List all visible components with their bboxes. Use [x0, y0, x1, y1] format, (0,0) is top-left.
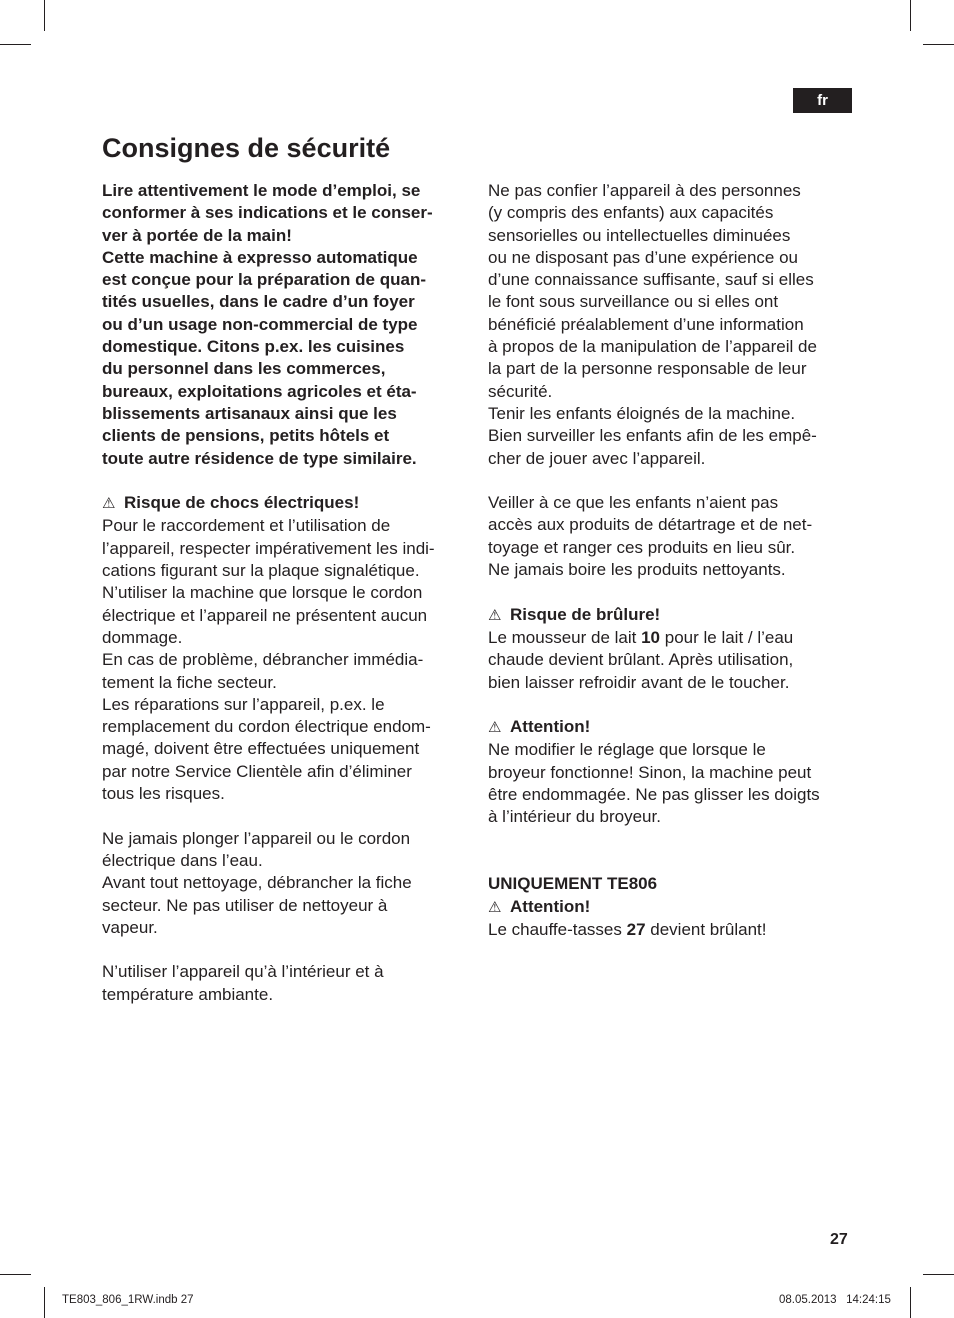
warning-heading-text: Attention! [510, 717, 591, 737]
text-line: accès aux produits de détartrage et de net- [488, 515, 813, 535]
text-line: toyage et ranger ces produits en lieu sûr. [488, 537, 796, 557]
text-line: ou d’un usage non-commercial de type [102, 314, 418, 334]
electric-shock-warning [102, 492, 466, 805]
burn-warning [488, 604, 852, 694]
text-line: le font sous surveillance ou si elles ont [488, 292, 779, 312]
text-line: Les réparations sur l’appareil, p.ex. le [102, 694, 385, 714]
text-line: est conçue pour la préparation de quan- [102, 270, 426, 290]
text-line: clients de pensions, petits hôtels et [102, 426, 390, 446]
te806-section [488, 873, 852, 941]
warning-triangle-icon: ⚠ [102, 495, 116, 513]
text-line: secteur. Ne pas utiliser de nettoyeur à [102, 895, 388, 915]
text-line: dommage. [102, 627, 183, 647]
text-line: à l’intérieur du broyeur. [488, 807, 661, 827]
text-line: chaude devient brûlant. Après utilisation, [488, 650, 794, 670]
text-line: cher de jouer avec l’appareil. [488, 448, 706, 468]
warning-heading-text: Risque de chocs électriques! [124, 493, 360, 513]
water-paragraph [102, 828, 466, 939]
text-line: l’appareil, respecter impérativement les indi- [102, 538, 435, 558]
text-line: broyeur fonctionne! Sinon, la machine peut [488, 762, 812, 782]
text-line: blissements artisanaux ainsi que les [102, 403, 397, 423]
warning-heading [102, 492, 466, 515]
text-line: sensorielles ou intellectuelles diminuées [488, 225, 791, 245]
crop-mark [923, 44, 954, 45]
language-tab: fr [793, 88, 852, 113]
text-line: Tenir les enfants éloignés de la machine. [488, 403, 796, 423]
warning-triangle-icon: ⚠ [488, 719, 502, 737]
intro-paragraph [102, 180, 466, 470]
crop-mark [44, 1287, 45, 1318]
warning-triangle-icon: ⚠ [488, 898, 502, 916]
left-column [102, 180, 466, 1006]
warning-heading [488, 604, 852, 627]
warning-triangle-icon: ⚠ [488, 606, 502, 624]
text-line: à propos de la manipulation de l’appareil de [488, 337, 817, 357]
text-line: vapeur. [102, 917, 158, 937]
warning-heading-text: Attention! [510, 896, 591, 916]
print-slug-file: TE803_806_1RW.indb 27 [62, 1294, 194, 1306]
page-title: Consignes de sécurité [102, 133, 391, 163]
crop-mark [44, 0, 45, 31]
warning-heading [488, 896, 852, 919]
text-line: Ne pas confier l’appareil à des personnes [488, 181, 801, 200]
crop-mark [910, 0, 911, 31]
text-fragment: pour le lait / l’eau [660, 627, 794, 647]
text-line: cations figurant sur la plaque signalétique. [102, 561, 420, 581]
section-heading: UNIQUEMENT TE806 [488, 874, 658, 894]
text-line: Lire attentivement le mode d’emploi, se [102, 181, 421, 200]
indoor-paragraph [102, 961, 466, 1006]
text-line: Cette machine à expresso automatique [102, 247, 418, 267]
text-line: Ne jamais boire les produits nettoyants. [488, 560, 786, 580]
text-line: électrique dans l’eau. [102, 850, 263, 870]
print-slug-timestamp: 08.05.2013 14:24:15 [779, 1294, 891, 1306]
text-fragment: Le mousseur de lait [488, 627, 642, 647]
text-line: tités usuelles, dans le cadre d’un foyer [102, 292, 415, 312]
crop-mark [910, 1287, 911, 1318]
text-line: la part de la personne responsable de leur [488, 359, 807, 379]
text-line: conformer à ses indications et le conser- [102, 203, 433, 223]
text-line: électrique et l’appareil ne présentent aucun [102, 605, 428, 625]
text-line: bénéficié préalablement d’une information [488, 314, 804, 334]
text-line: bureaux, exploitations agricoles et éta- [102, 381, 417, 401]
text-line: Pour le raccordement et l’utilisation de [102, 516, 391, 536]
text-line: du personnel dans les commerces, [102, 359, 386, 379]
text-fragment: Le chauffe-tasses [488, 919, 627, 939]
text-line: N’utiliser la machine que lorsque le cordon [102, 583, 423, 603]
text-line: tement la fiche secteur. [102, 672, 277, 692]
text-line: être endommagée. Ne pas glisser les doigts [488, 785, 820, 805]
text-line: Veiller à ce que les enfants n’aient pas [488, 493, 779, 513]
part-reference-number: 27 [626, 919, 646, 939]
text-line: ver à portée de la main! [102, 225, 292, 245]
text-line: domestique. Citons p.ex. les cuisines [102, 337, 405, 357]
text-line: bien laisser refroidir avant de le toucher. [488, 672, 790, 692]
text-line: température ambiante. [102, 984, 274, 1004]
text-line: remplacement du cordon électrique endom- [102, 717, 431, 737]
text-line: Ne jamais plonger l’appareil ou le cordon [102, 828, 411, 848]
text-line: (y compris des enfants) aux capacités [488, 203, 774, 223]
persons-paragraph [488, 180, 852, 470]
text-line: En cas de problème, débrancher immédia- [102, 650, 424, 670]
text-line: tous les risques. [102, 784, 225, 804]
warning-heading-text: Risque de brûlure! [510, 604, 661, 624]
warning-heading [488, 716, 852, 739]
part-reference-number: 10 [641, 627, 661, 647]
text-line: Bien surveiller les enfants afin de les empê- [488, 426, 817, 446]
text-fragment: devient brûlant! [645, 919, 767, 939]
text-line: par notre Service Clientèle afin d’éliminer [102, 761, 412, 781]
crop-mark [0, 44, 31, 45]
text-line [488, 919, 852, 941]
right-column [488, 180, 852, 941]
text-line: N’utiliser l’appareil qu’à l’intérieur et à [102, 962, 384, 982]
text-line: sécurité. [488, 381, 553, 401]
text-line [488, 627, 852, 649]
page-number: 27 [830, 1231, 848, 1248]
text-line: Avant tout nettoyage, débrancher la fiche [102, 873, 412, 893]
text-line: magé, doivent être effectuées uniquement [102, 739, 420, 759]
text-line: Ne modifier le réglage que lorsque le [488, 740, 766, 760]
grinder-warning [488, 716, 852, 828]
crop-mark [923, 1274, 954, 1275]
crop-mark [0, 1274, 31, 1275]
text-line: ou ne disposant pas d’une expérience ou [488, 247, 799, 267]
text-line: toute autre résidence de type similaire. [102, 448, 417, 468]
text-line: d’une connaissance suffisante, sauf si elles [488, 270, 814, 290]
children-paragraph [488, 492, 852, 581]
